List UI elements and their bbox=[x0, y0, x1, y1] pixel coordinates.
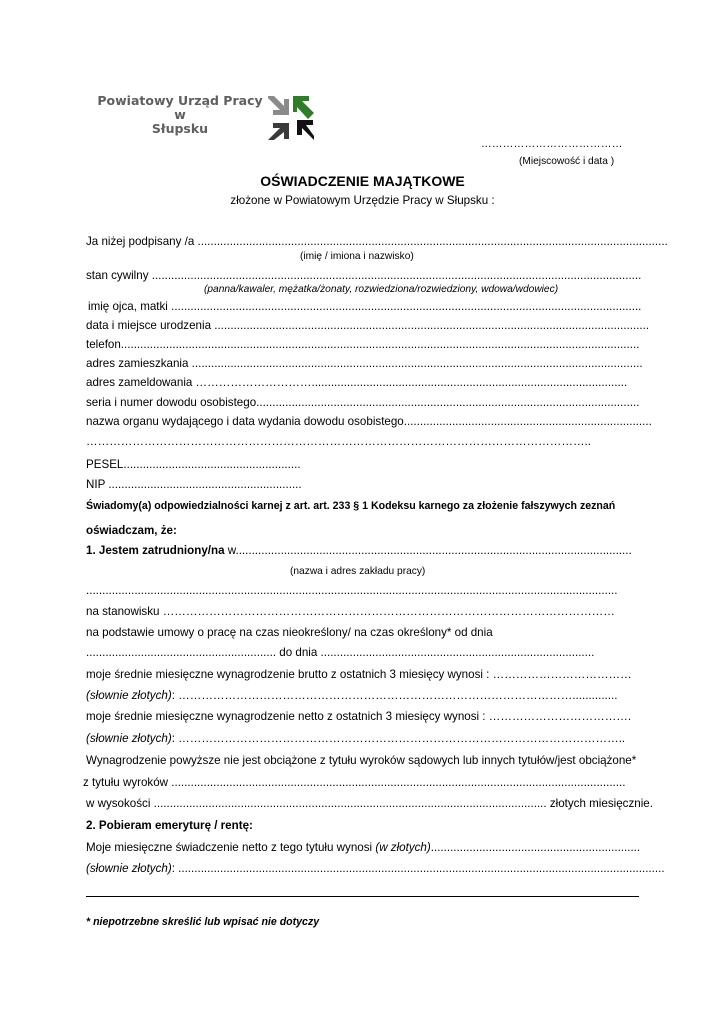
field-contract: na podstawie umowy o pracę na czas nieokreślony/ na czas określony* od dnia bbox=[86, 626, 493, 639]
field-registered-address: adres zameldowania ………………………….................................................................................................. bbox=[86, 376, 628, 389]
section1-heading-dots: w........................................................................................................................... bbox=[224, 544, 632, 557]
field-parents: imię ojca, matki .................................................................................................................................................. bbox=[88, 300, 642, 313]
logo-line-3: Słupsku bbox=[151, 121, 209, 136]
field-gross-words bbox=[86, 689, 617, 702]
field-id-number: seria i numer dowodu osobistego....................................................................................................................... bbox=[86, 396, 640, 409]
field-amount: w wysokości .......................................................................................................................... złotych miesięcznie. bbox=[86, 797, 653, 810]
field-signer: Ja niżej podpisany /a .................................................................................................................................................. bbox=[86, 235, 668, 248]
field-id-authority: nazwa organu wydającego i data wydania dowodu osobistego............................................................................. bbox=[86, 415, 652, 428]
employer-hint: (nazwa i adres zakładu pracy) bbox=[290, 566, 426, 577]
declaration-statement: oświadczam, że: bbox=[86, 524, 177, 537]
benefit-unit: (w złotych) bbox=[375, 841, 431, 854]
section1-heading-label: 1. Jestem zatrudniony/na bbox=[86, 544, 225, 557]
field-benefit bbox=[86, 841, 640, 854]
field-net-words bbox=[86, 732, 625, 745]
benefit-words-label: (słownie złotych) bbox=[86, 862, 172, 875]
benefit-label: Moje miesięczne świadczenie netto z tego tytułu wynosi bbox=[86, 841, 376, 854]
logo-line-1: Powiatowy Urząd Pracy bbox=[97, 93, 263, 108]
field-address: adres zamieszkania ............................................................................................................................................ bbox=[86, 357, 643, 370]
section2-heading: 2. Pobieram emeryturę / rentę: bbox=[86, 819, 253, 832]
benefit-words-dots: : ....................................................................................................................................................... bbox=[171, 862, 665, 875]
field-net-salary: moje średnie miesięczne wynagrodzenie netto z ostatnich 3 miesięcy wynosi : ………………………………. bbox=[86, 710, 632, 723]
field-birth: data i miejsce urodzenia ....................................................................................................................................... bbox=[86, 319, 650, 332]
field-phone: telefon................................................................................................................................................................. bbox=[86, 338, 640, 351]
gross-words-label: (słownie złotych) bbox=[86, 689, 172, 702]
place-date-label: (Miejscowość i data ) bbox=[519, 156, 615, 167]
place-date-line: ………………………………… bbox=[481, 138, 623, 150]
field-signer-hint: (imię / imiona i nazwisko) bbox=[300, 251, 414, 262]
document-title: OŚWIADCZENIE MAJĄTKOWE bbox=[260, 173, 465, 189]
document-subtitle: złożone w Powiatowym Urzędzie Pracy w Słupsku : bbox=[230, 194, 495, 207]
section1-heading bbox=[86, 544, 632, 557]
benefit-dots: ................................................................. bbox=[430, 841, 641, 854]
field-pesel: PESEL....................................................... bbox=[86, 458, 301, 471]
field-marital-hint: (panna/kawaler, mężatka/żonaty, rozwiedziona/rozwiedziony, wdowa/wdowiec) bbox=[204, 284, 559, 295]
field-encumbered: Wynagrodzenie powyższe nie jest obciążone z tytułu wyroków sądowych lub innych tytułów/jest obciążone* bbox=[86, 754, 637, 767]
field-gross-salary: moje średnie miesięczne wynagrodzenie brutto z ostatnich 3 miesięcy wynosi : ……………………………… bbox=[86, 668, 632, 681]
field-marital-status: stan cywilny ........................................................................................................................................................ bbox=[86, 269, 642, 282]
field-nip: NIP ............................................................ bbox=[86, 478, 302, 491]
field-judgments: z tytułu wyroków ............................................................................................................................................. bbox=[83, 776, 626, 789]
footnote-divider bbox=[86, 896, 639, 897]
employer-line: ..................................................................................................................................................................... bbox=[86, 584, 618, 597]
net-words-label: (słownie złotych) bbox=[86, 732, 172, 745]
field-contract-dates: ........................................................... do dnia ..................................................................................... bbox=[86, 646, 595, 659]
arrows-icon bbox=[266, 94, 316, 147]
logo-line-2: w bbox=[174, 107, 186, 122]
net-words-dots: : …………………………………………………………………………………………………….. bbox=[171, 732, 626, 745]
field-blank-line: ………………………………………………………………………………………………………………….. bbox=[86, 435, 591, 448]
footnote: * niepotrzebne skreślić lub wpisać nie dotyczy bbox=[86, 916, 320, 928]
logo-text bbox=[96, 94, 264, 136]
field-benefit-words bbox=[86, 862, 665, 875]
field-position: na stanowisku ……………………………………………………………………………………………………… bbox=[86, 605, 615, 618]
declaration-responsibility: Świadomy(a) odpowiedzialności karnej z art. art. 233 § 1 Kodeksu karnego za złożenie fałszywych zeznań bbox=[86, 500, 616, 512]
gross-words-dots: : ………………………………………………………………………………………….............. bbox=[171, 689, 618, 702]
